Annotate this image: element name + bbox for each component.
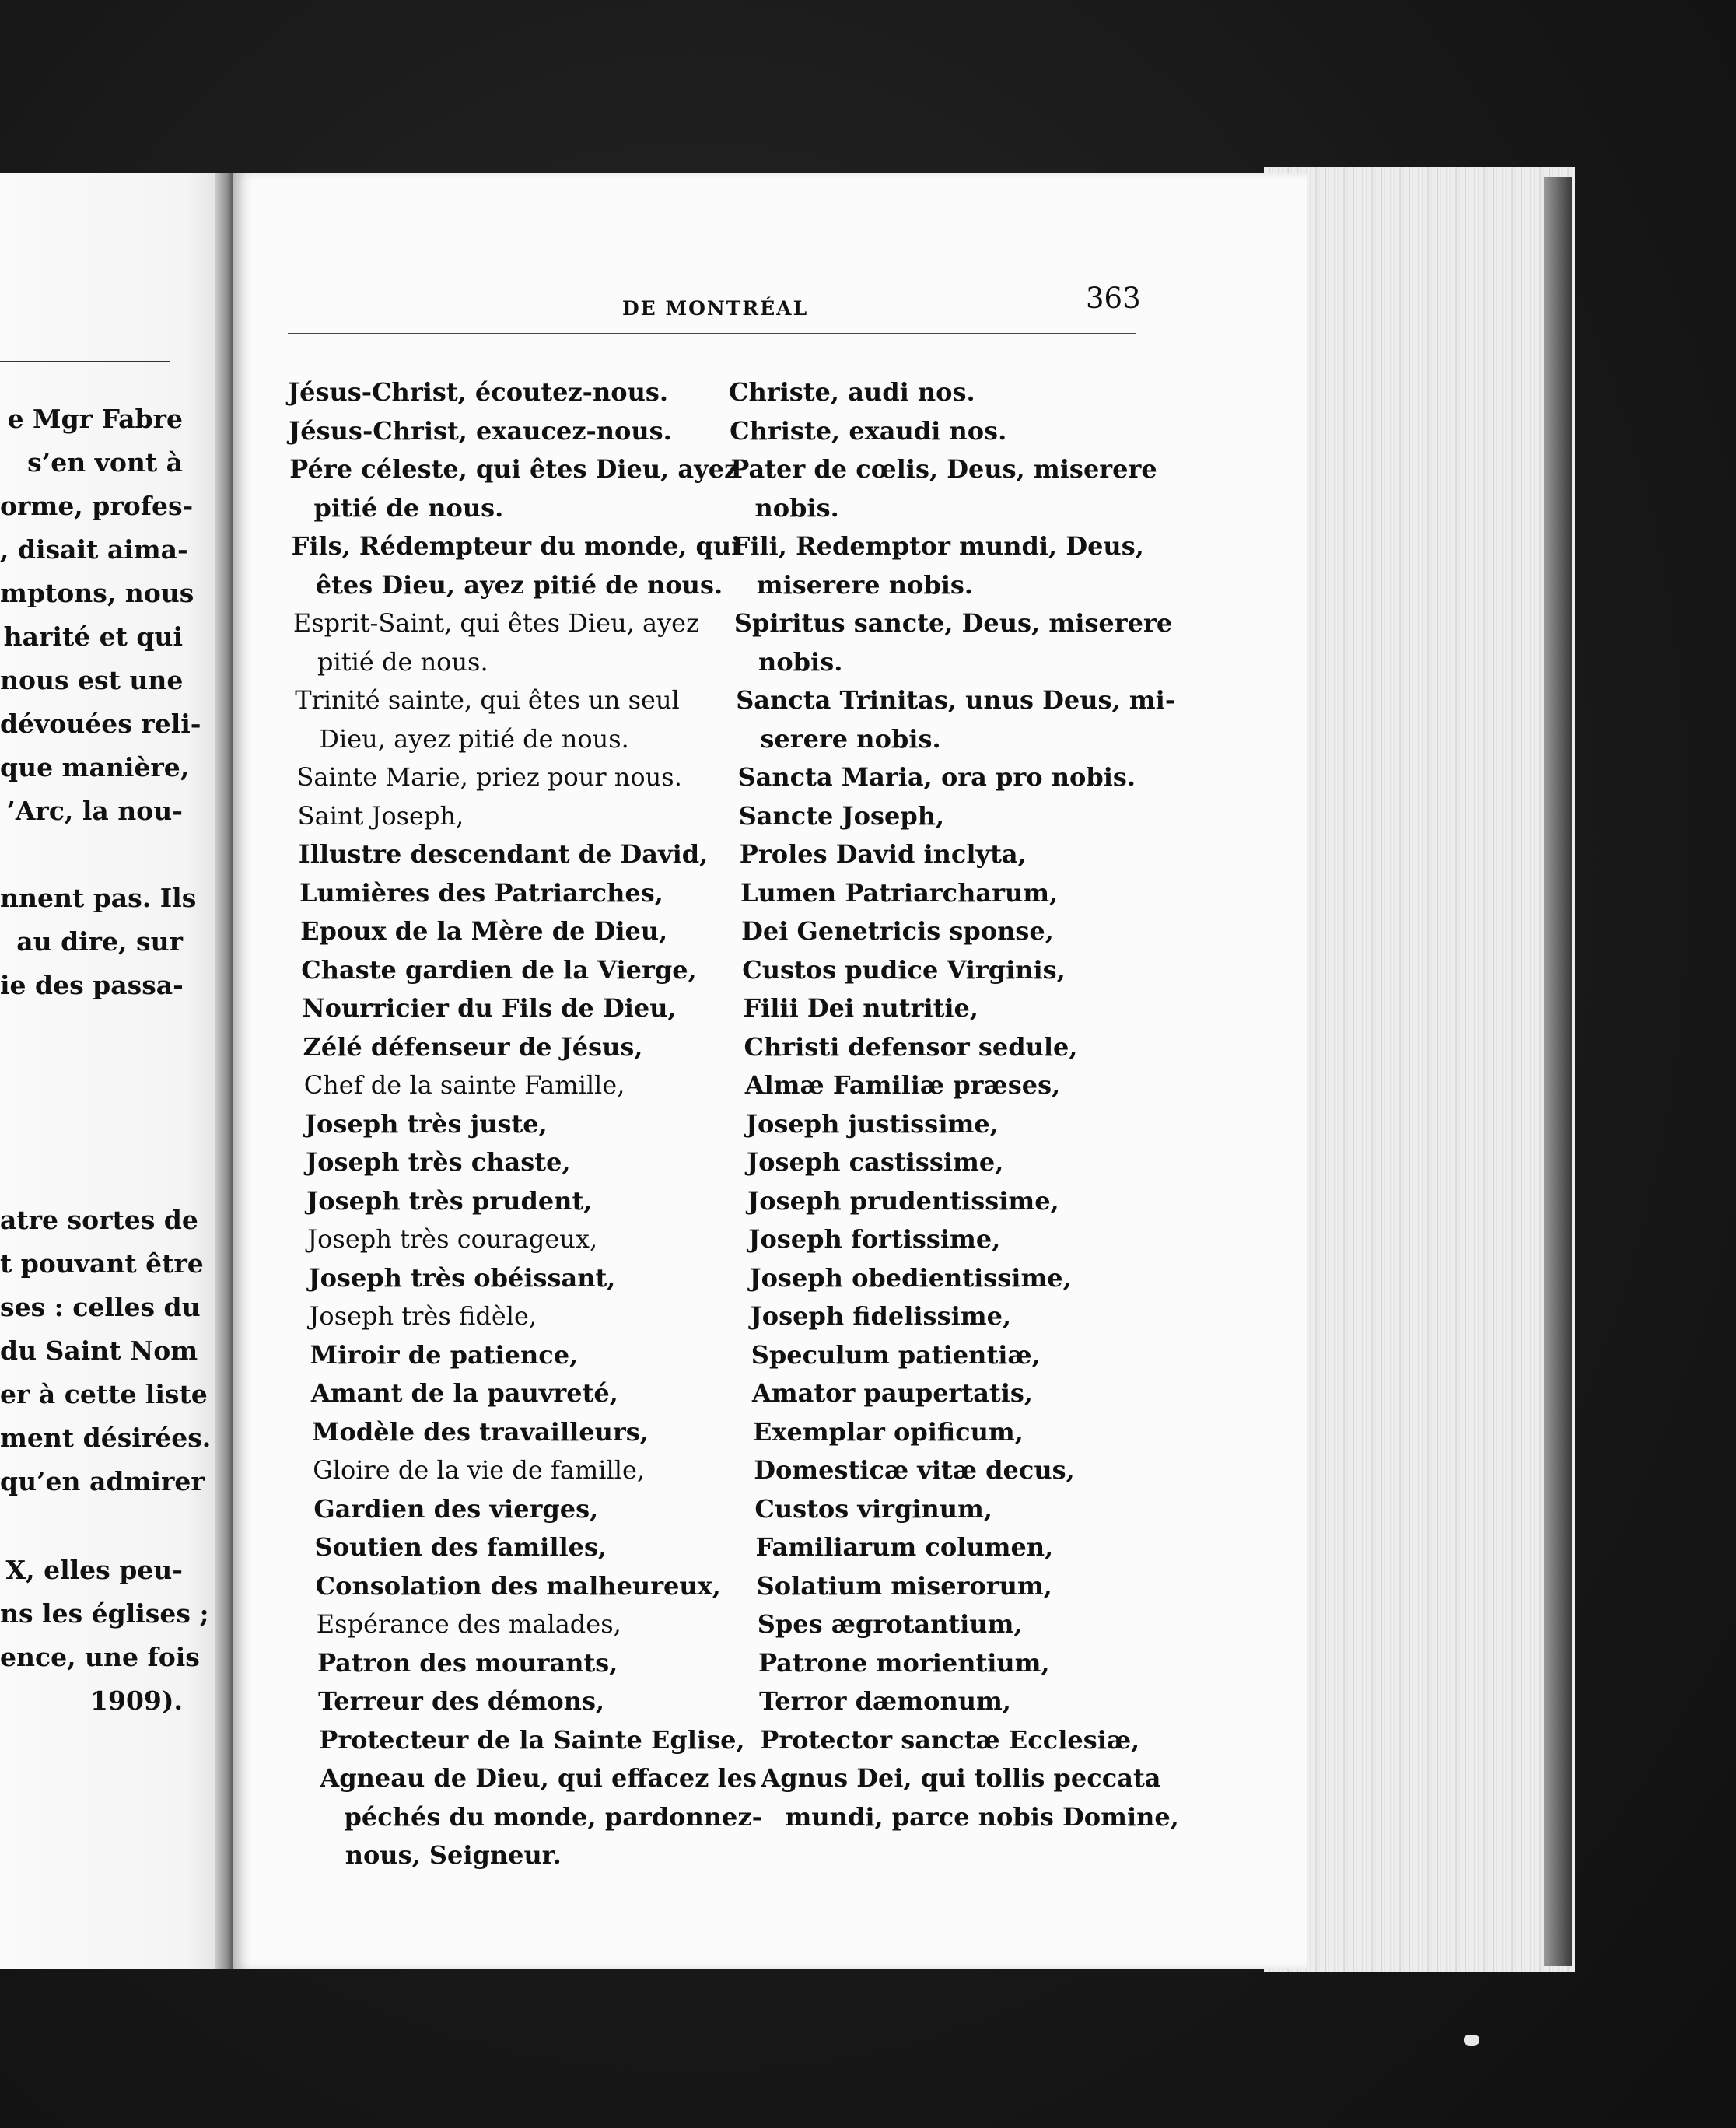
page-number: 363	[1086, 282, 1141, 315]
left-page-line: 1909).	[90, 1685, 183, 1716]
litany-french-line: Lumières des Patriarches,	[299, 877, 663, 908]
litany-french-line: Gloire de la vie de famille,	[313, 1455, 646, 1485]
litany-french-line: Joseph très courageux,	[307, 1224, 598, 1254]
litany-latin-line: Sancta Maria, ora pro nobis.	[737, 762, 1136, 792]
litany-french-line: Nourricier du Fils de Dieu,	[302, 993, 677, 1023]
litany-french-line: Espérance des malades,	[316, 1609, 621, 1639]
litany-french-line: Miroir de patience,	[310, 1339, 579, 1370]
litany-french-line: Amant de la pauvreté,	[310, 1378, 618, 1408]
litany-french-line: Epoux de la Mère de Dieu,	[300, 916, 668, 946]
litany-french-line: nous, Seigneur.	[345, 1840, 562, 1870]
litany-french-line: pitié de nous.	[313, 492, 504, 523]
left-page-line: t pouvant être	[0, 1248, 204, 1279]
litany-latin-line: Fili, Redemptor mundi, Deus,	[732, 531, 1144, 561]
litany-latin-line: Dei Genetricis sponse,	[741, 916, 1054, 946]
left-page	[0, 173, 233, 1969]
left-page-line: er à cette liste	[0, 1379, 208, 1409]
litany-latin-line: Christe, audi nos.	[729, 377, 975, 407]
litany-latin-line: Joseph fortissime,	[748, 1224, 1001, 1254]
left-page-line: atre sortes de	[0, 1205, 198, 1235]
litany-french-line: Chaste gardien de la Vierge,	[301, 954, 697, 985]
litany-latin-line: Solatium miserorum,	[756, 1570, 1052, 1601]
litany-french-line: Joseph très prudent,	[306, 1185, 593, 1216]
litany-latin-line: Lumen Patriarcharum,	[740, 877, 1059, 908]
litany-latin-line: miserere nobis.	[756, 569, 974, 600]
left-page-line: ns les églises ;	[0, 1598, 209, 1629]
litany-french-line: Terreur des démons,	[318, 1686, 605, 1716]
litany-french-line: Illustre descendant de David,	[298, 839, 709, 869]
litany-latin-line: Joseph prudentissime,	[747, 1185, 1059, 1216]
left-page-line: mptons, nous	[0, 578, 194, 608]
litany-french-line: Esprit-Saint, qui êtes Dieu, ayez	[292, 608, 699, 638]
litany-french-line: Zélé défenseur de Jésus,	[303, 1031, 643, 1062]
litany-french-line: Sainte Marie, priez pour nous.	[296, 762, 682, 792]
litany-latin-line: Domesticæ vitæ decus,	[754, 1455, 1075, 1485]
left-page-line: , disait aima-	[0, 534, 188, 565]
left-page-line: du Saint Nom	[0, 1335, 198, 1366]
litany-latin-line: Spiritus sancte, Deus, miserere	[733, 608, 1173, 638]
litany-french-line: Joseph très obéissant,	[308, 1262, 616, 1293]
left-page-line: nous est une	[0, 665, 184, 695]
litany-latin-line: serere nobis.	[760, 723, 941, 754]
litany-latin-line: Sancte Joseph,	[738, 800, 945, 831]
litany-latin-line: Christi defensor sedule,	[744, 1031, 1078, 1062]
litany-latin-line: Custos virginum,	[754, 1493, 993, 1524]
left-page-line: ence, une fois	[0, 1642, 200, 1672]
litany-latin-line: Almæ Familiæ præses,	[744, 1070, 1061, 1100]
dust-speck	[1464, 2035, 1479, 2046]
litany-french-line: Agneau de Dieu, qui effacez les	[320, 1763, 758, 1793]
litany-french-line: Gardien des vierges,	[313, 1493, 599, 1524]
litany-latin-line: Christe, exaudi nos.	[730, 415, 1007, 446]
litany-french-line: Fils, Rédempteur du monde, qui	[291, 531, 741, 561]
litany-latin-line: Custos pudice Virginis,	[742, 954, 1066, 985]
litany-french-line: Consolation des malheureux,	[315, 1570, 721, 1601]
page-edges	[1264, 167, 1575, 1972]
litany-french-line: Patron des mourants,	[317, 1647, 618, 1678]
litany-latin-line: nobis.	[758, 646, 843, 677]
left-page-rule	[0, 361, 170, 362]
litany-french-line: Protecteur de la Sainte Eglise,	[319, 1724, 745, 1755]
litany-french-line: Jésus-Christ, exaucez-nous.	[289, 415, 672, 446]
litany-french-line: pitié de nous.	[317, 646, 488, 677]
page-edges-shadow	[1544, 177, 1572, 1966]
litany-french-line: Saint Joseph,	[297, 800, 464, 831]
litany-french-line: Chef de la sainte Famille,	[303, 1070, 625, 1100]
litany-latin-line: Agnus Dei, qui tollis peccata	[761, 1763, 1161, 1793]
running-head: DE MONTRÉAL	[622, 297, 809, 320]
left-page-line: nnent pas. Ils	[0, 883, 197, 913]
litany-latin-line: Amator paupertatis,	[751, 1378, 1034, 1408]
litany-latin-line: Sancta Trinitas, unus Deus, mi-	[736, 685, 1176, 715]
litany-latin-line: Familiarum columen,	[755, 1532, 1054, 1562]
litany-latin-line: nobis.	[754, 492, 839, 523]
left-page-line: X, elles peu-	[5, 1555, 183, 1585]
left-page-line: qu’en admirer	[0, 1466, 205, 1496]
litany-french-line: êtes Dieu, ayez pitié de nous.	[315, 569, 723, 600]
litany-latin-line: Exemplar opificum,	[753, 1416, 1024, 1447]
litany-french-line: Jésus-Christ, écoutez-nous.	[288, 377, 668, 407]
litany-latin-line: Pater de cœlis, Deus, miserere	[730, 454, 1157, 484]
litany-french-line: Soutien des familles,	[314, 1532, 607, 1562]
left-page-line: dévouées reli-	[0, 709, 201, 739]
left-page-line: ie des passa-	[0, 970, 184, 1000]
litany-latin-line: Joseph obedientissime,	[749, 1262, 1072, 1293]
litany-latin-line: Patrone morientium,	[758, 1647, 1050, 1678]
left-page-line: que manière,	[0, 752, 190, 782]
left-page-line: harité et qui	[3, 621, 183, 652]
litany-latin-line: Spes ægrotantium,	[757, 1609, 1023, 1639]
left-page-line: s’en vont à	[27, 447, 183, 478]
litany-latin-line: Joseph castissime,	[747, 1147, 1004, 1177]
left-page-line: ses : celles du	[0, 1292, 201, 1322]
litany-latin-line: mundi, parce nobis Domine,	[785, 1801, 1179, 1832]
litany-french-line: Dieu, ayez pitié de nous.	[319, 723, 629, 754]
litany-french-line: Joseph très chaste,	[306, 1147, 571, 1177]
litany-french-line: Trinité sainte, qui êtes un seul	[295, 685, 680, 715]
litany-french-line: Joseph très fidèle,	[309, 1301, 537, 1331]
litany-french-line: péchés du monde, pardonnez-	[344, 1801, 762, 1832]
left-page-line: e Mgr Fabre	[7, 404, 183, 434]
litany-latin-line: Terror dæmonum,	[759, 1686, 1011, 1716]
left-page-line: au dire, sur	[16, 926, 183, 957]
left-page-line: orme, profes-	[0, 491, 194, 521]
litany-french-line: Pére céleste, qui êtes Dieu, ayez	[289, 454, 739, 484]
litany-latin-line: Joseph justissime,	[745, 1108, 999, 1139]
left-page-line: ’Arc, la nou-	[6, 796, 183, 826]
left-page-line: ment désirées.	[0, 1423, 212, 1453]
header-rule	[288, 333, 1136, 334]
litany-french-line: Joseph très juste,	[304, 1108, 548, 1139]
litany-latin-line: Protector sanctæ Ecclesiæ,	[760, 1724, 1140, 1755]
litany-latin-line: Joseph fidelissime,	[750, 1301, 1012, 1331]
litany-latin-line: Speculum patientiæ,	[751, 1339, 1041, 1370]
litany-latin-line: Proles David inclyta,	[739, 839, 1027, 869]
litany-latin-line: Filii Dei nutritie,	[743, 993, 979, 1023]
litany-french-line: Modèle des travailleurs,	[312, 1416, 649, 1447]
